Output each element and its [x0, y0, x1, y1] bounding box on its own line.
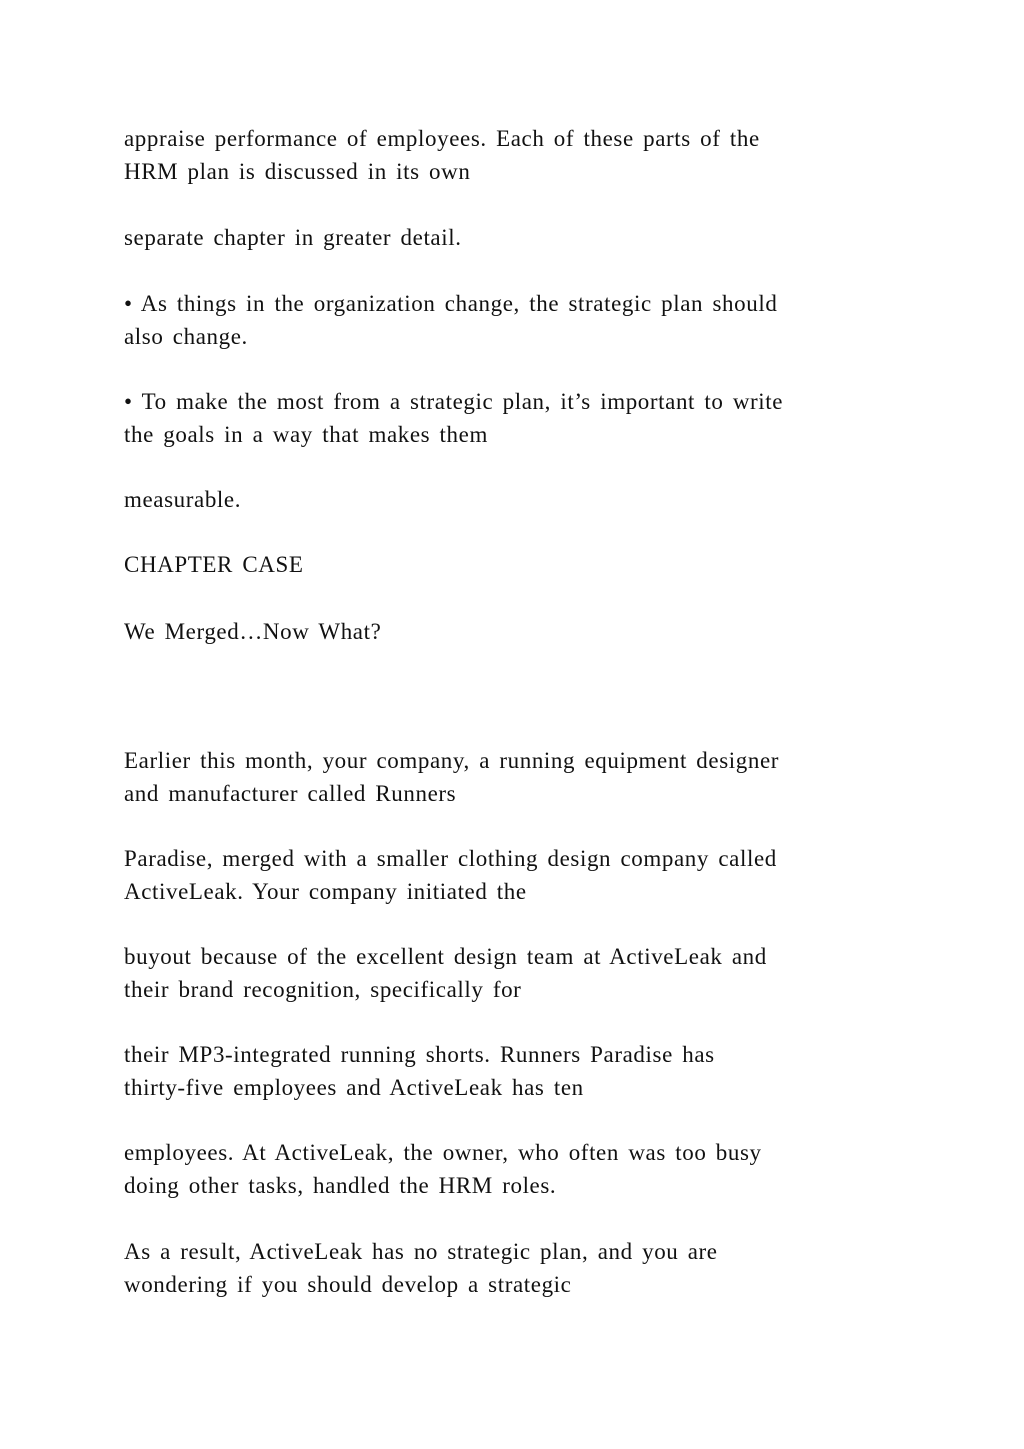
paragraph	[124, 1235, 718, 1301]
text-line: We Merged…Now What?	[124, 619, 382, 644]
text-line: wondering if you should develop a strategic	[124, 1272, 572, 1297]
text-line: buyout because of the excellent design team at ActiveLeak and	[124, 944, 767, 969]
paragraph	[124, 483, 241, 516]
paragraph	[124, 122, 760, 188]
section-heading	[124, 548, 304, 581]
bullet-paragraph	[124, 287, 777, 353]
text-line: measurable.	[124, 487, 242, 512]
paragraph	[124, 940, 767, 1006]
paragraph	[124, 1038, 715, 1104]
text-line: Earlier this month, your company, a running equipment designer	[124, 748, 780, 773]
bullet-paragraph	[124, 385, 783, 451]
text-line: doing other tasks, handled the HRM roles.	[124, 1173, 557, 1198]
paragraph	[124, 744, 779, 810]
text-line: CHAPTER CASE	[124, 552, 304, 577]
text-line: appraise performance of employees. Each of these parts of the	[124, 126, 760, 151]
paragraph	[124, 1136, 762, 1202]
text-line: HRM plan is discussed in its own	[124, 159, 471, 184]
case-title	[124, 615, 381, 648]
text-line: and manufacturer called Runners	[124, 781, 457, 806]
text-line: • As things in the organization change, the strategic plan should	[124, 291, 778, 316]
paragraph	[124, 842, 777, 908]
text-line: their MP3-integrated running shorts. Runners Paradise has	[124, 1042, 715, 1067]
text-line: • To make the most from a strategic plan, it’s important to write	[124, 389, 784, 414]
text-line: ActiveLeak. Your company initiated the	[124, 879, 527, 904]
text-line: the goals in a way that makes them	[124, 422, 488, 447]
text-line: employees. At ActiveLeak, the owner, who often was too busy	[124, 1140, 762, 1165]
text-line: Paradise, merged with a smaller clothing design company called	[124, 846, 777, 871]
paragraph	[124, 221, 462, 254]
text-line: thirty-five employees and ActiveLeak has ten	[124, 1075, 584, 1100]
text-line: their brand recognition, specifically for	[124, 977, 522, 1002]
text-line: also change.	[124, 324, 248, 349]
text-line: separate chapter in greater detail.	[124, 225, 462, 250]
text-line: As a result, ActiveLeak has no strategic plan, and you are	[124, 1239, 718, 1264]
